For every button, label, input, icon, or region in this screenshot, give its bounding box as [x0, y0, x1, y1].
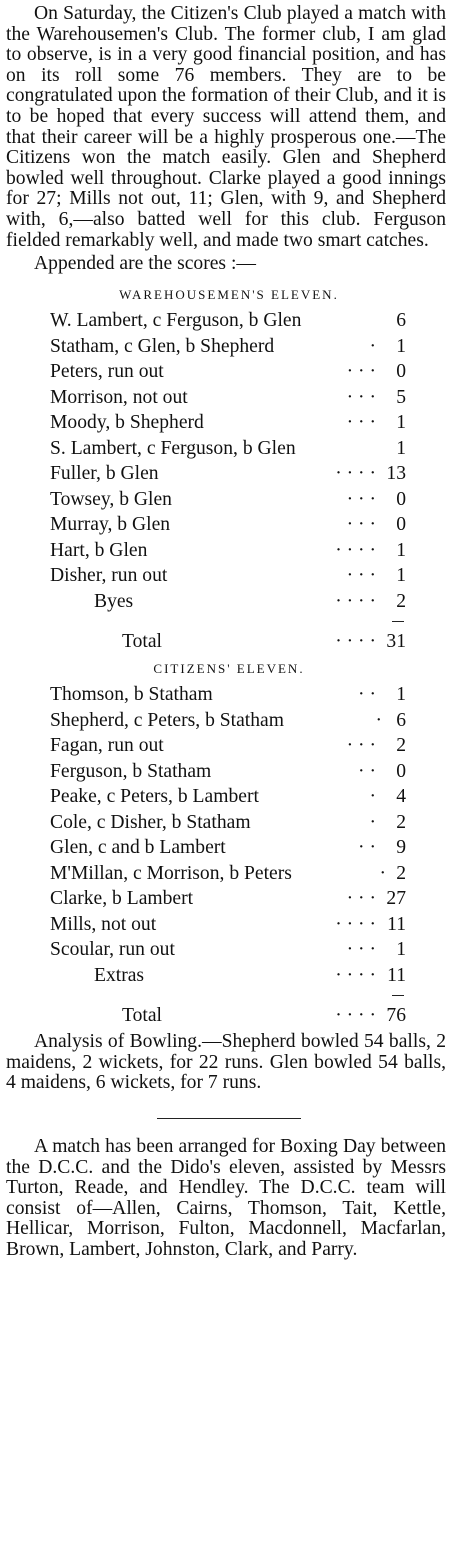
citizens-heading: CITIZENS' ELEVEN. [153, 661, 305, 677]
leader-dots: · · · · [335, 913, 376, 935]
extras-row [6, 963, 452, 989]
batsman: Glen, c and b Lambert [50, 837, 226, 859]
leader-dots: · · [358, 837, 376, 859]
bowling-analysis: Analysis of Bowling.—Shepherd bowled 54 balls, 2 maidens, 2 wickets, for 22 runs. Glen bowled 54 balls, 4 maidens, 6 wickets, for 7 runs. [6, 1031, 446, 1094]
batsman: Morrison, not out [50, 386, 188, 408]
leader-dots: · [369, 786, 376, 808]
warehousemen-heading: WAREHOUSEMEN'S ELEVEN. [119, 287, 339, 303]
batsman: Ferguson, b Statham [50, 760, 212, 782]
runs: 1 [396, 565, 406, 587]
runs: 27 [386, 888, 406, 910]
score-row [6, 461, 452, 487]
extras-row [6, 589, 452, 615]
batsman: W. Lambert, c Ferguson, b Glen [50, 310, 302, 332]
batsman: Scoular, run out [50, 939, 175, 961]
appended-line: Appended are the scores :— [34, 253, 256, 275]
batsman: Statham, c Glen, b Shepherd [50, 335, 275, 357]
score-row [6, 835, 452, 861]
runs: 0 [396, 361, 406, 383]
total-label: Total [122, 1005, 162, 1027]
intro-paragraph: On Saturday, the Citizen's Club played a match with the Warehousemen's Club. The former club, I am glad to observe, is in a very good financial position, and has on its roll some 76 members. They are to be congratulated upon the formation of their Club, and it is to be hoped that every success will attend them, and that their career will be a highly prosperous one.—The Citizens won the match easily. Glen and Shepherd bowled well throughout. Clarke played a good innings for 27; Mills not out, 11; Glen, with 9, and Shepherd with, 6,—also batted well for this club. Ferguson fielded remarkably well, and made two smart catches. [6, 3, 446, 251]
leader-dots: · [375, 709, 382, 731]
leader-dots: · · · [346, 488, 376, 510]
batsman: M'Millan, c Morrison, b Peters [50, 862, 292, 884]
runs: 9 [396, 837, 406, 859]
runs: 1 [396, 335, 406, 357]
runs: 1 [396, 437, 406, 459]
score-row [6, 886, 452, 912]
runs: 4 [396, 786, 406, 808]
leader-dots: · [369, 811, 376, 833]
score-row [6, 487, 452, 513]
batsman: Towsey, b Glen [50, 488, 172, 510]
runs: 11 [387, 913, 406, 935]
score-row [6, 308, 452, 334]
batsman: Hart, b Glen [50, 539, 148, 561]
score-row [6, 436, 452, 462]
section-divider [157, 1118, 301, 1119]
leader-dots: · · · [346, 361, 376, 383]
runs: 0 [396, 514, 406, 536]
runs: 6 [396, 310, 406, 332]
batsman: Peters, run out [50, 361, 164, 383]
runs: 11 [387, 964, 406, 986]
batsman: Clarke, b Lambert [50, 888, 194, 910]
score-row [6, 733, 452, 759]
warehousemen-total [6, 628, 452, 656]
leader-dots: · · · · [335, 964, 376, 986]
score-row [6, 359, 452, 385]
batsman: S. Lambert, c Ferguson, b Glen [50, 437, 296, 459]
runs: 1 [396, 939, 406, 961]
runs: 2 [396, 735, 406, 757]
leader-dots: · · · · [335, 1005, 376, 1027]
sum-rule [6, 988, 452, 1002]
total-runs: 31 [386, 631, 406, 653]
score-row [6, 937, 452, 963]
leader-dots: · · · [346, 412, 376, 434]
leader-dots: · · · [346, 386, 376, 408]
leader-dots: · · · [346, 939, 376, 961]
leader-dots: · · [358, 684, 376, 706]
score-row [6, 538, 452, 564]
score-row [6, 810, 452, 836]
runs: 5 [396, 386, 406, 408]
batsman: Thomson, b Statham [50, 684, 213, 706]
leader-dots: · · · · [335, 590, 376, 612]
leader-dots: · · · [346, 888, 376, 910]
closing-paragraph: A match has been arranged for Boxing Day between the D.C.C. and the Dido's eleven, assisted by Messrs Turton, Reade, and Hendley. The D.C.C. team will consist of—Allen, Cairns, Thomson, Tait, Kettle, Hellicar, Morrison, Fulton, Macdonnell, Macfarlan, Brown, Lambert, Johnston, Clark, and Parry. [6, 1135, 446, 1260]
batsman: Fuller, b Glen [50, 463, 159, 485]
score-row [6, 912, 452, 938]
score-row [6, 563, 452, 589]
leader-dots: · · · [346, 565, 376, 587]
runs: 0 [396, 760, 406, 782]
warehousemen-scores [6, 308, 452, 614]
leader-dots: · [369, 335, 376, 357]
runs: 1 [396, 412, 406, 434]
score-row [6, 708, 452, 734]
batsman: Disher, run out [50, 565, 168, 587]
score-row [6, 385, 452, 411]
runs: 2 [396, 811, 406, 833]
leader-dots: · · · · [335, 631, 376, 653]
extras-label: Extras [94, 964, 145, 986]
total-label: Total [122, 631, 162, 653]
runs: 6 [396, 709, 406, 731]
citizens-total [6, 1002, 452, 1030]
runs: 2 [396, 590, 406, 612]
score-row [6, 682, 452, 708]
score-row [6, 759, 452, 785]
leader-dots: · · [358, 760, 376, 782]
batsman: Peake, c Peters, b Lambert [50, 786, 259, 808]
batsman: Mills, not out [50, 913, 157, 935]
score-row [6, 861, 452, 887]
batsman: Moody, b Shepherd [50, 412, 204, 434]
leader-dots: · [379, 862, 386, 884]
score-row [6, 410, 452, 436]
score-row [6, 334, 452, 360]
leader-dots: · · · [346, 735, 376, 757]
batsman: Fagan, run out [50, 735, 164, 757]
total-runs: 76 [386, 1005, 406, 1027]
batsman: Murray, b Glen [50, 514, 171, 536]
runs: 1 [396, 684, 406, 706]
runs: 13 [386, 463, 406, 485]
citizens-scores [6, 682, 452, 988]
sum-rule [6, 614, 452, 628]
runs: 0 [396, 488, 406, 510]
batsman: Shepherd, c Peters, b Statham [50, 709, 284, 731]
leader-dots: · · · [346, 514, 376, 536]
extras-label: Byes [94, 590, 134, 612]
leader-dots: · · · · [335, 463, 376, 485]
score-row [6, 784, 452, 810]
leader-dots: · · · · [335, 539, 376, 561]
score-row [6, 512, 452, 538]
runs: 1 [396, 539, 406, 561]
batsman: Cole, c Disher, b Statham [50, 811, 251, 833]
runs: 2 [396, 862, 406, 884]
